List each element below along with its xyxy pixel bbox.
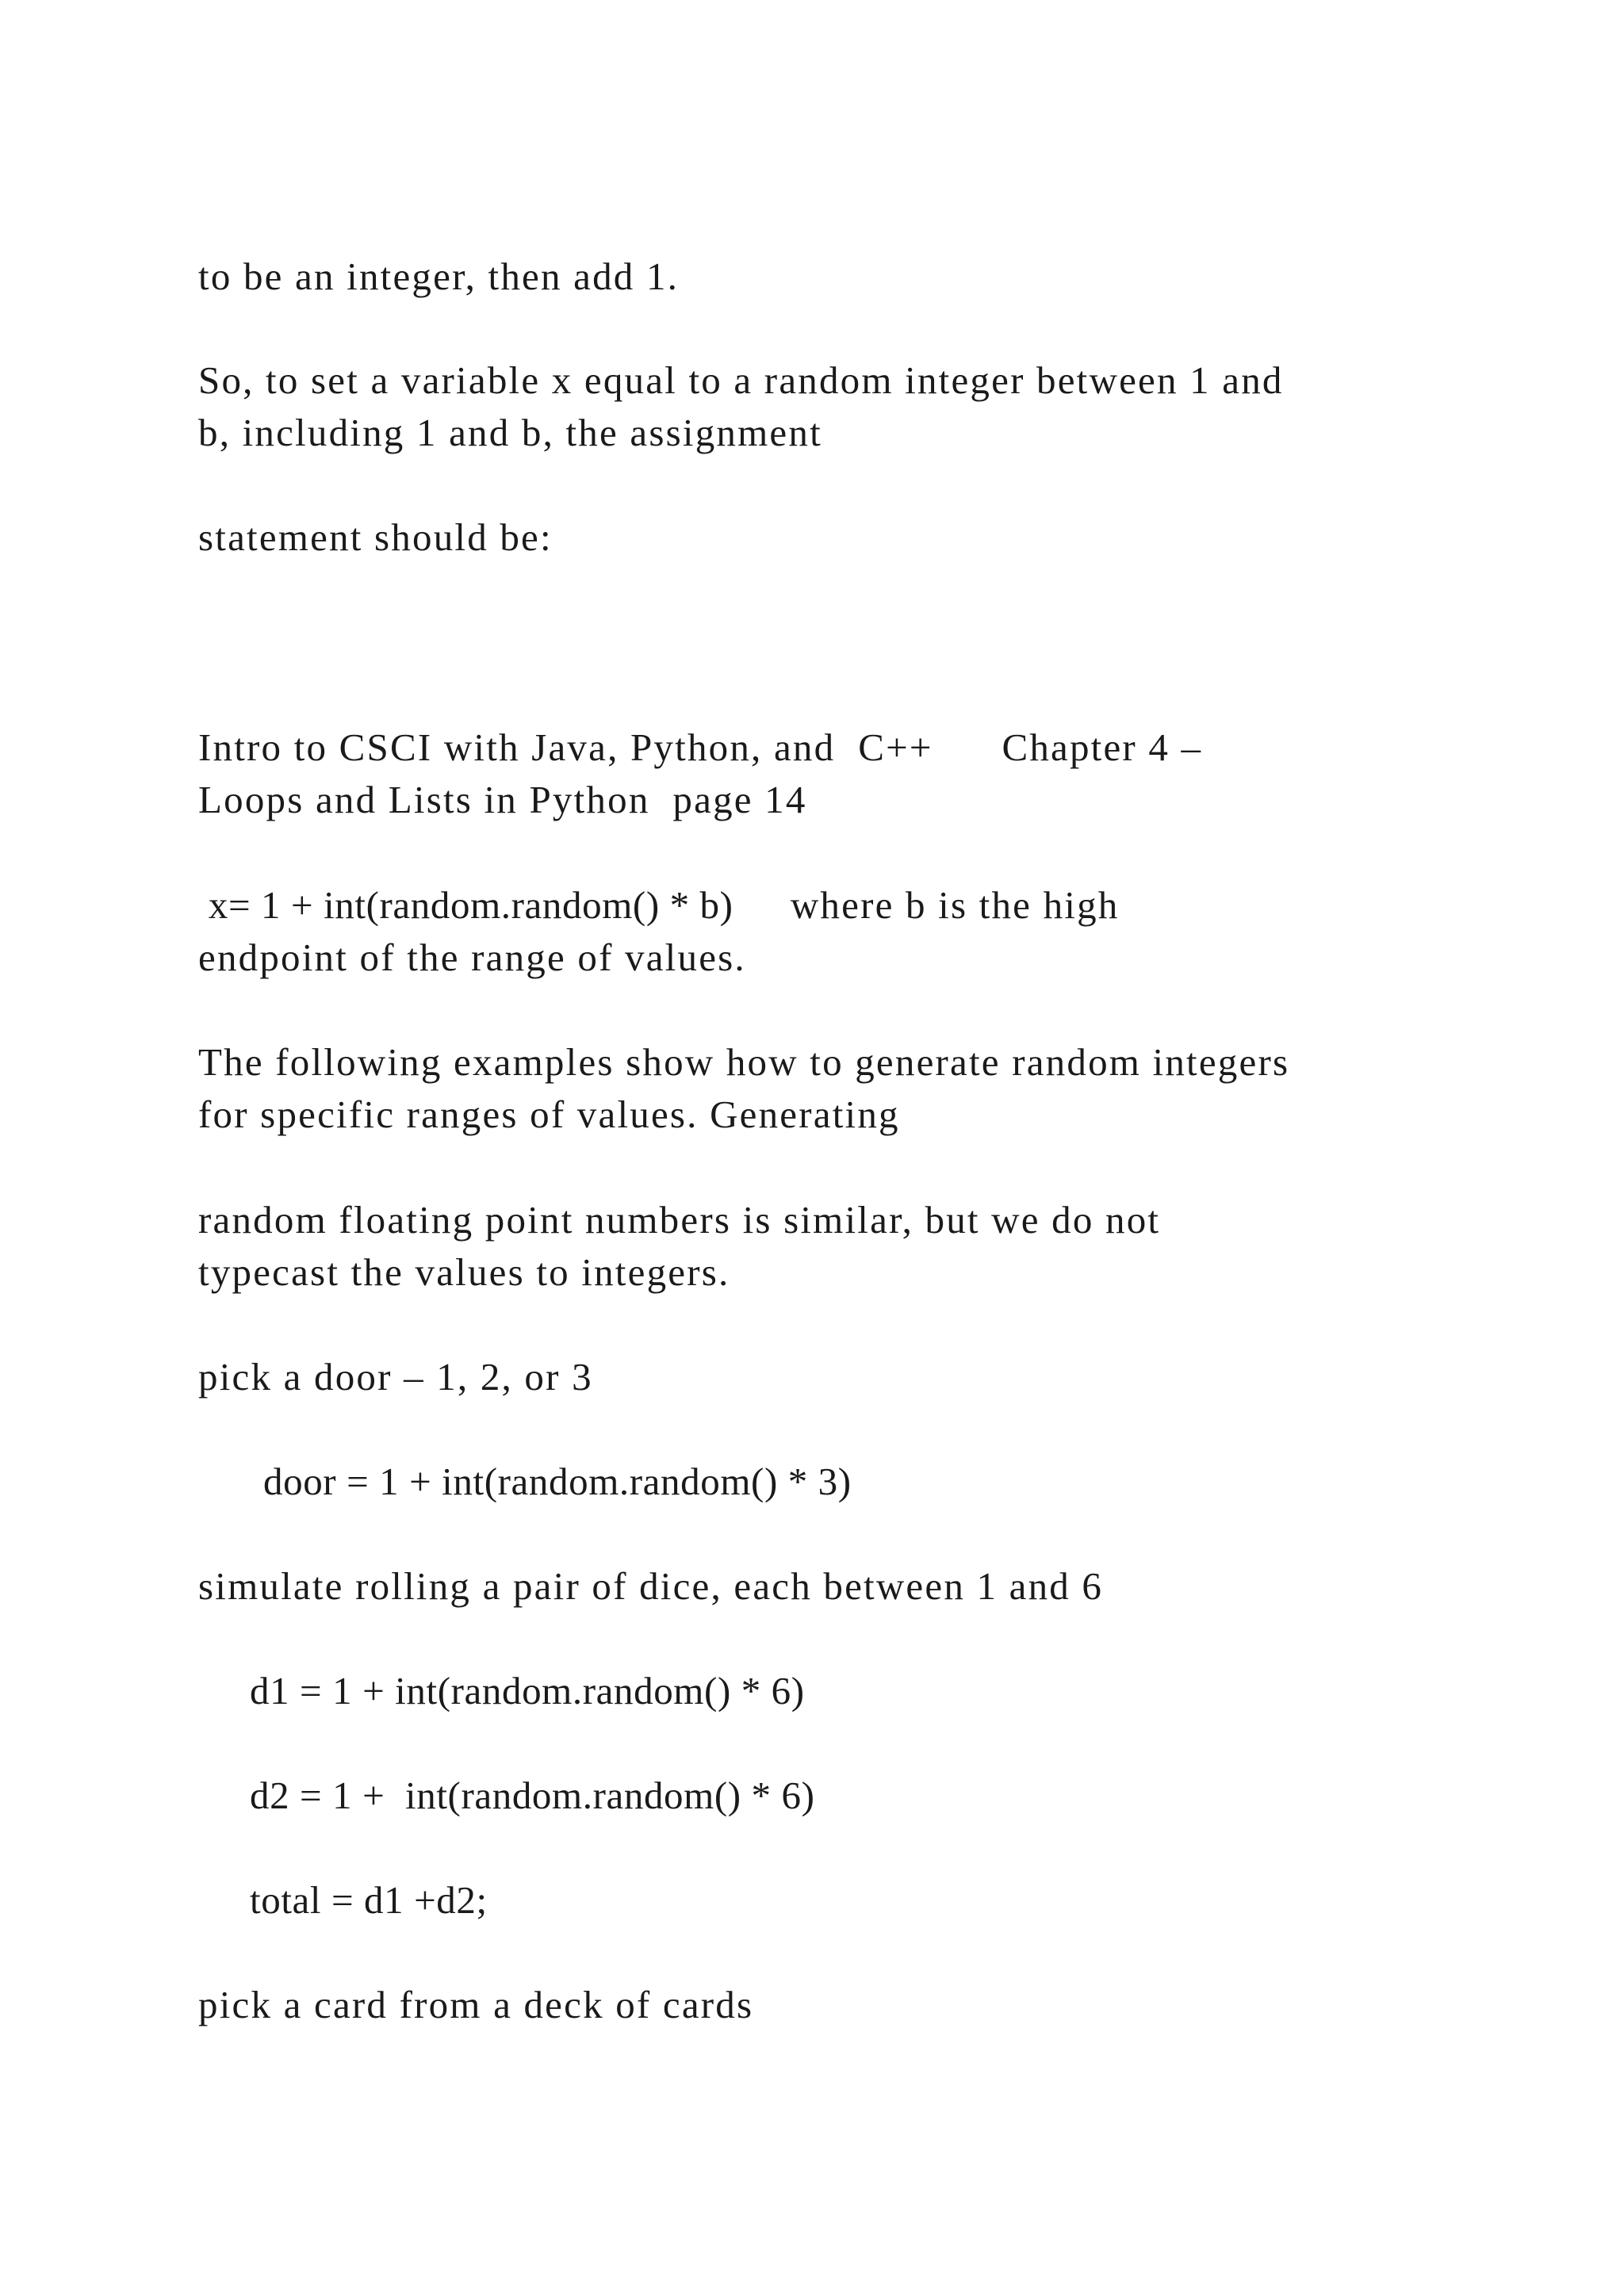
paragraph-text: random floating point numbers is similar, but we do not xyxy=(198,1198,1161,1242)
paragraph-text: to be an integer, then add 1. xyxy=(198,254,680,298)
example-caption: pick a door – 1, 2, or 3 xyxy=(198,1355,593,1399)
code-line: door = 1 + int(random.random() * 3) xyxy=(263,1460,852,1503)
code-line: total = d1 +d2; xyxy=(250,1878,488,1922)
formula-code: x= 1 + int(random.random() * b) xyxy=(198,883,733,927)
paragraph-text: So, to set a variable x equal to a random integer between 1 and xyxy=(198,358,1284,402)
code-line: d2 = 1 + int(random.random() * 6) xyxy=(250,1774,815,1817)
paragraph-text: typecast the values to integers. xyxy=(198,1250,730,1294)
example-caption: pick a card from a deck of cards xyxy=(198,1983,754,2026)
example-caption: simulate rolling a pair of dice, each between 1 and 6 xyxy=(198,1564,1104,1608)
running-header: Loops and Lists in Python page 14 xyxy=(198,778,807,821)
paragraph-text: The following examples show how to generate random integers xyxy=(198,1040,1290,1084)
paragraph-text: statement should be: xyxy=(198,515,553,559)
formula-description: where b is the high xyxy=(733,883,1120,927)
paragraph-text: b, including 1 and b, the assignment xyxy=(198,411,822,454)
paragraph-text: endpoint of the range of values. xyxy=(198,936,746,979)
paragraph-text: for specific ranges of values. Generating xyxy=(198,1093,900,1136)
formula-line xyxy=(198,879,1120,932)
running-header: Intro to CSCI with Java, Python, and C++ Chapter 4 – xyxy=(198,725,1203,769)
code-line: d1 = 1 + int(random.random() * 6) xyxy=(250,1669,805,1712)
